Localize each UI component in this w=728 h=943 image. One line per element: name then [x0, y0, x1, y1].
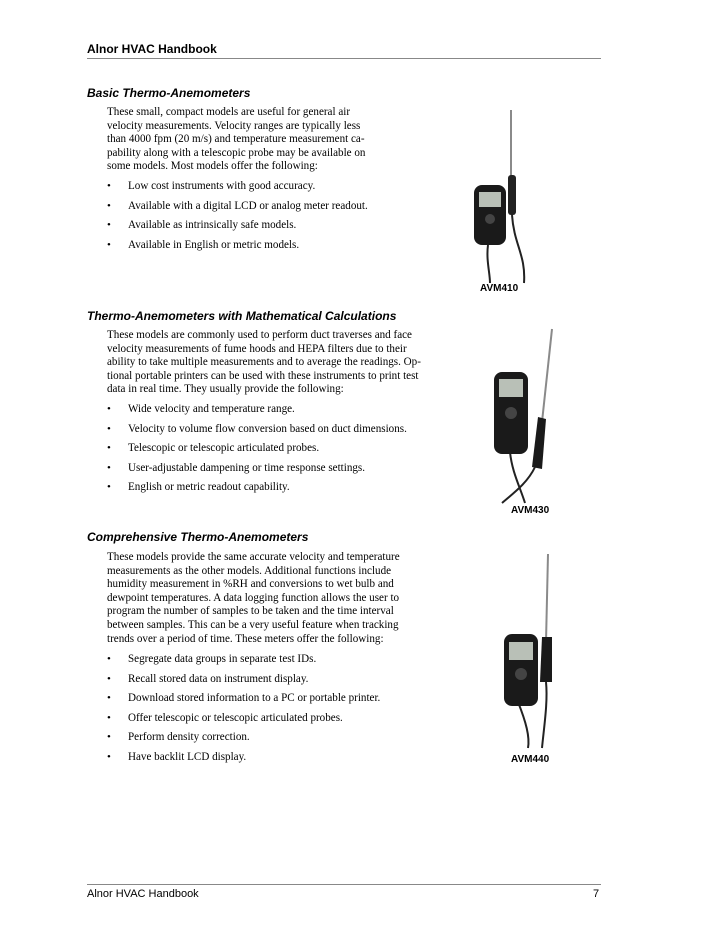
avm410-instrument-image	[466, 105, 536, 285]
paragraph-line: between samples. This can be a very useful feature when tracking	[107, 618, 399, 631]
list-item: • Available as intrinsically safe models.	[107, 219, 368, 239]
paragraph-line: data in real time. They usually provide the following:	[107, 383, 344, 396]
paragraph-line: These models provide the same accurate velocity and temperature	[107, 551, 400, 563]
figure-caption: AVM440	[511, 754, 550, 765]
paragraph-line: some models. Most models offer the following:	[107, 160, 318, 173]
list-item: • Telescopic or telescopic articulated probes.	[107, 442, 407, 462]
list-item: • Recall stored data on instrument display.	[107, 673, 380, 693]
list-item: • English or metric readout capability.	[107, 481, 407, 501]
paragraph-line: velocity measurements of fume hoods and HEPA filters due to their	[107, 342, 407, 355]
list-item: • User-adjustable dampening or time response settings.	[107, 462, 407, 482]
list-item: • Wide velocity and temperature range.	[107, 403, 407, 423]
paragraph-line: tional portable printers can be used with these instruments to print test	[107, 369, 419, 382]
feature-list	[107, 653, 380, 770]
section-paragraph	[107, 551, 400, 646]
list-item: • Download stored information to a PC or portable printer.	[107, 692, 380, 712]
list-item: • Available in English or metric models.	[107, 239, 368, 259]
paragraph-line: dewpoint temperatures. A data logging function allows the user to	[107, 591, 400, 604]
paragraph-line: than 4000 fpm (20 m/s) and temperature measurement ca-	[107, 133, 365, 146]
list-item: • Have backlit LCD display.	[107, 751, 380, 771]
paragraph-line: measurements as the other models. Additional functions include	[107, 564, 392, 577]
paragraph-line: These small, compact models are useful for general air	[107, 106, 351, 118]
list-item: • Segregate data groups in separate test IDs.	[107, 653, 380, 673]
section-paragraph	[107, 106, 365, 174]
feature-list	[107, 403, 407, 501]
page-number: 7	[593, 888, 600, 900]
avm430-instrument-image	[480, 327, 570, 505]
list-item: • Offer telescopic or telescopic articulated probes.	[107, 712, 380, 732]
paragraph-line: ability to take multiple measurements and to average the readings. Op-	[107, 356, 421, 369]
figure-caption: AVM410	[480, 283, 519, 294]
section-paragraph	[107, 329, 421, 397]
running-header: Alnor HVAC Handbook	[87, 42, 217, 56]
paragraph-line: These models are commonly used to perform duct traverses and face	[107, 329, 412, 341]
running-footer: Alnor HVAC Handbook	[87, 888, 199, 900]
list-item: • Velocity to volume flow conversion based on duct dimensions.	[107, 423, 407, 443]
list-item: • Perform density correction.	[107, 731, 380, 751]
figure-caption: AVM430	[511, 505, 550, 516]
header-rule	[87, 58, 601, 59]
section-heading: Comprehensive Thermo-Anemometers	[87, 530, 309, 544]
paragraph-line: pability along with a telescopic probe may be available on	[107, 146, 366, 159]
section-heading: Basic Thermo-Anemometers	[87, 86, 251, 100]
paragraph-line: program the number of samples to be taken and the time interval	[107, 605, 394, 618]
footer-rule	[87, 884, 601, 885]
list-item: • Available with a digital LCD or analog meter readout.	[107, 200, 368, 220]
paragraph-line: velocity measurements. Velocity ranges are typically less	[107, 119, 361, 132]
feature-list	[107, 180, 368, 258]
paragraph-line: trends over a period of time. These meters offer the following:	[107, 632, 384, 645]
list-item: • Low cost instruments with good accuracy.	[107, 180, 368, 200]
avm440-instrument-image	[496, 552, 568, 750]
section-heading: Thermo-Anemometers with Mathematical Calculations	[87, 309, 397, 323]
paragraph-line: humidity measurement in %RH and conversions to wet bulb and	[107, 578, 394, 591]
